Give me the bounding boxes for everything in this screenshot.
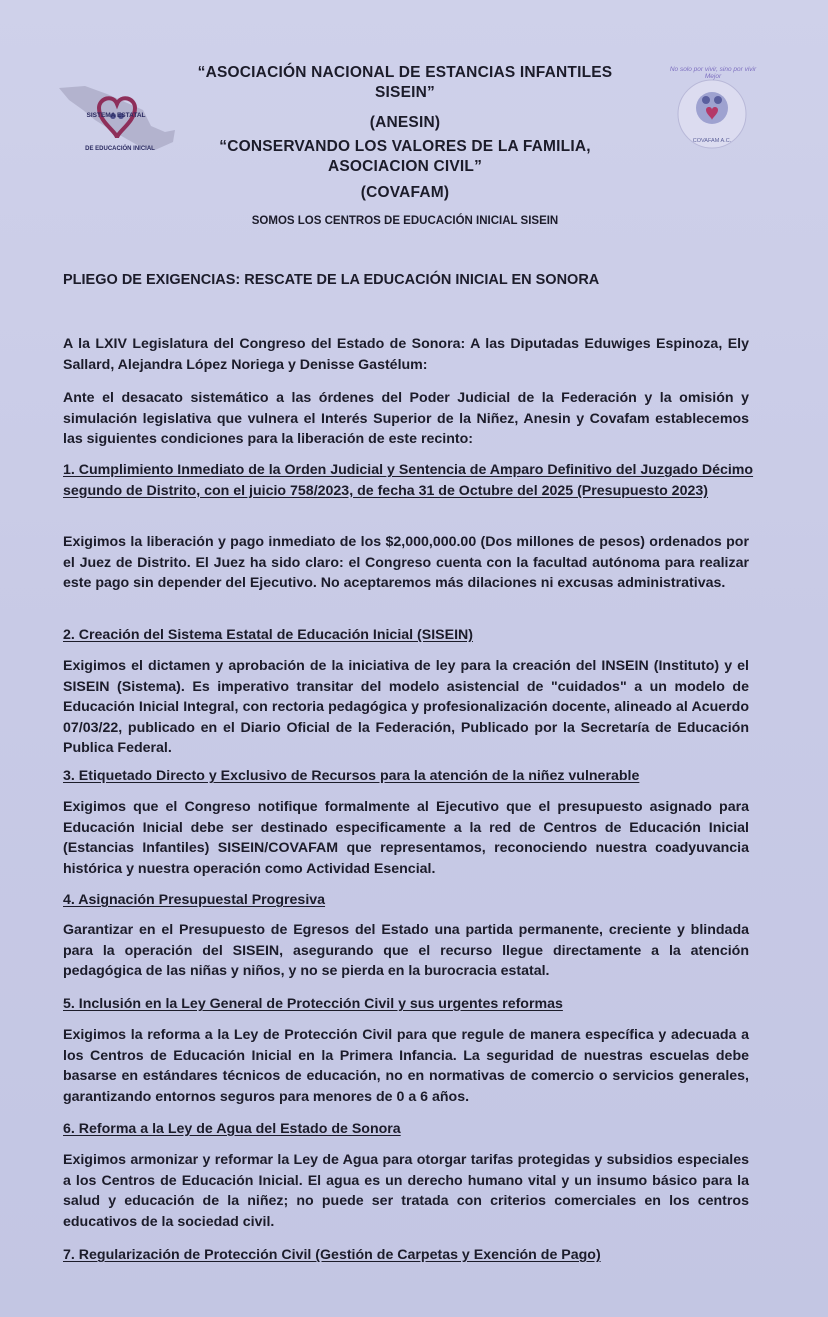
section-5-title: 5. Inclusión en la Ley General de Protección Civil y sus urgentes reformas	[63, 996, 563, 1012]
section-2-title: 2. Creación del Sistema Estatal de Educación Inicial (SISEIN)	[63, 627, 473, 643]
section-1-body: Exigimos la liberación y pago inmediato de los $2,000,000.00 (Dos millones de pesos) ordenados por el Juez de Distrito. El Juez ha sido claro: el Congreso cuenta con la facultad autónoma para realizar este pago sin depender del Ejecutivo. No aceptaremos más dilaciones ni excusas administrativas.	[63, 534, 749, 591]
header-covafam: (COVAFAM)	[360, 184, 450, 201]
address-paragraph: A la LXIV Legislatura del Congreso del Estado de Sonora: A las Diputadas Eduwiges Espinoza, Ely Sallard, Alejandra López Noriega y Denisse Gastélum:	[63, 336, 749, 373]
section-6-body: Exigimos armonizar y reformar la Ley de Agua para otorgar tarifas protegidas y subsidios especiales a los Centros de Educación Inicial. El agua es un derecho humano vital y un insumo básico para la salud y educación de la niñez; no puede ser tratada con criterios comerciales en los centros educativos de la sociedad civil.	[63, 1152, 749, 1230]
section-7-title: 7. Regularización de Protección Civil (Gestión de Carpetas y Exención de Pago)	[63, 1247, 601, 1263]
header-association-name: “ASOCIACIÓN NACIONAL DE ESTANCIAS INFANTILES	[197, 64, 613, 81]
logo-right-name: COVAFAM A.C.	[692, 138, 732, 144]
logo-right-arc-text: No solo por vivir, sino por vivir Mejor	[669, 66, 757, 80]
header-sisein: SISEIN”	[375, 84, 435, 101]
section-3-title: 3. Etiquetado Directo y Exclusivo de Recursos para la atención de la niñez vulnerable	[63, 768, 640, 784]
header-anesin: (ANESIN)	[369, 114, 441, 131]
section-6-title: 6. Reforma a la Ley de Agua del Estado de Sonora	[63, 1121, 401, 1137]
section-5-body: Exigimos la reforma a la Ley de Protección Civil para que regule de manera específica y adecuada a los Centros de Educación Inicial en la Primera Infancia. La seguridad de nuestras escuelas debe basarse en estándares técnicos de educación, no en normativas de comercio o servicios generales, garantizando entornos seguros para menores de 0 a 6 años.	[63, 1027, 749, 1105]
logo-left-bottom-text: DE EDUCACIÓN INICIAL	[85, 146, 155, 152]
header-subheading: SOMOS LOS CENTROS DE EDUCACIÓN INICIAL SISEIN	[251, 215, 559, 227]
section-3-body: Exigimos que el Congreso notifique formalmente al Ejecutivo que el presupuesto asignado para Educación Inicial debe ser destinado especificamente a la red de Centros de Educación Inicial (Estancias Infantiles) SISEIN/COVAFAM que representamos, reconociendo nuestra coadyuvancia histórica y nuestra operación como Actividad Esencial.	[63, 799, 749, 877]
section-1-title: 1. Cumplimiento Inmediato de la Orden Judicial y Sentencia de Amparo Definitivo del Juzgado Décimo segundo de Distrito, con el juicio 758/2023, de fecha 31 de Octubre del 2025 (Presupuesto 2023)	[63, 462, 754, 499]
document-title: PLIEGO DE EXIGENCIAS: RESCATE DE LA EDUCACIÓN INICIAL EN SONORA	[63, 272, 600, 288]
intro-paragraph: Ante el desacato sistemático a las órdenes del Poder Judicial de la Federación y la omisión y simulación legislativa que vulnera el Interés Superior de la Niñez, Anesin y Covafam establecemos las siguientes condiciones para la liberación de este recinto:	[63, 390, 749, 447]
section-4-body: Garantizar en el Presupuesto de Egresos del Estado una partida permanente, creciente y blindada para la operación del SISEIN, asegurando que el recurso llegue directamente a la atención pedagógica de las niñas y niños, y no se pierda en la burocracia estatal.	[63, 922, 749, 979]
covafam-logo	[662, 62, 762, 162]
logo-left-top-text: SISTEMA ESTATAL	[86, 112, 146, 119]
section-4-title: 4. Asignación Presupuestal Progresiva	[63, 892, 326, 908]
section-2-body: Exigimos el dictamen y aprobación de la iniciativa de ley para la creación del INSEIN (Instituto) y el SISEIN (Sistema). Es imperativo transitar del modelo asistencial de "cuidados" a un modelo de Educación Inicial Integral, con rectoria pedagógica y profesionalización docente, alineado al Acuerdo 07/03/22, publicado en el Diario Oficial de la Federación, Publicado por la Secretaría de Educación Publica Federal.	[63, 658, 749, 756]
header-asociacion-civil: ASOCIACION CIVIL”	[327, 158, 483, 175]
header-covafam-name: “CONSERVANDO LOS VALORES DE LA FAMILIA,	[219, 138, 591, 155]
